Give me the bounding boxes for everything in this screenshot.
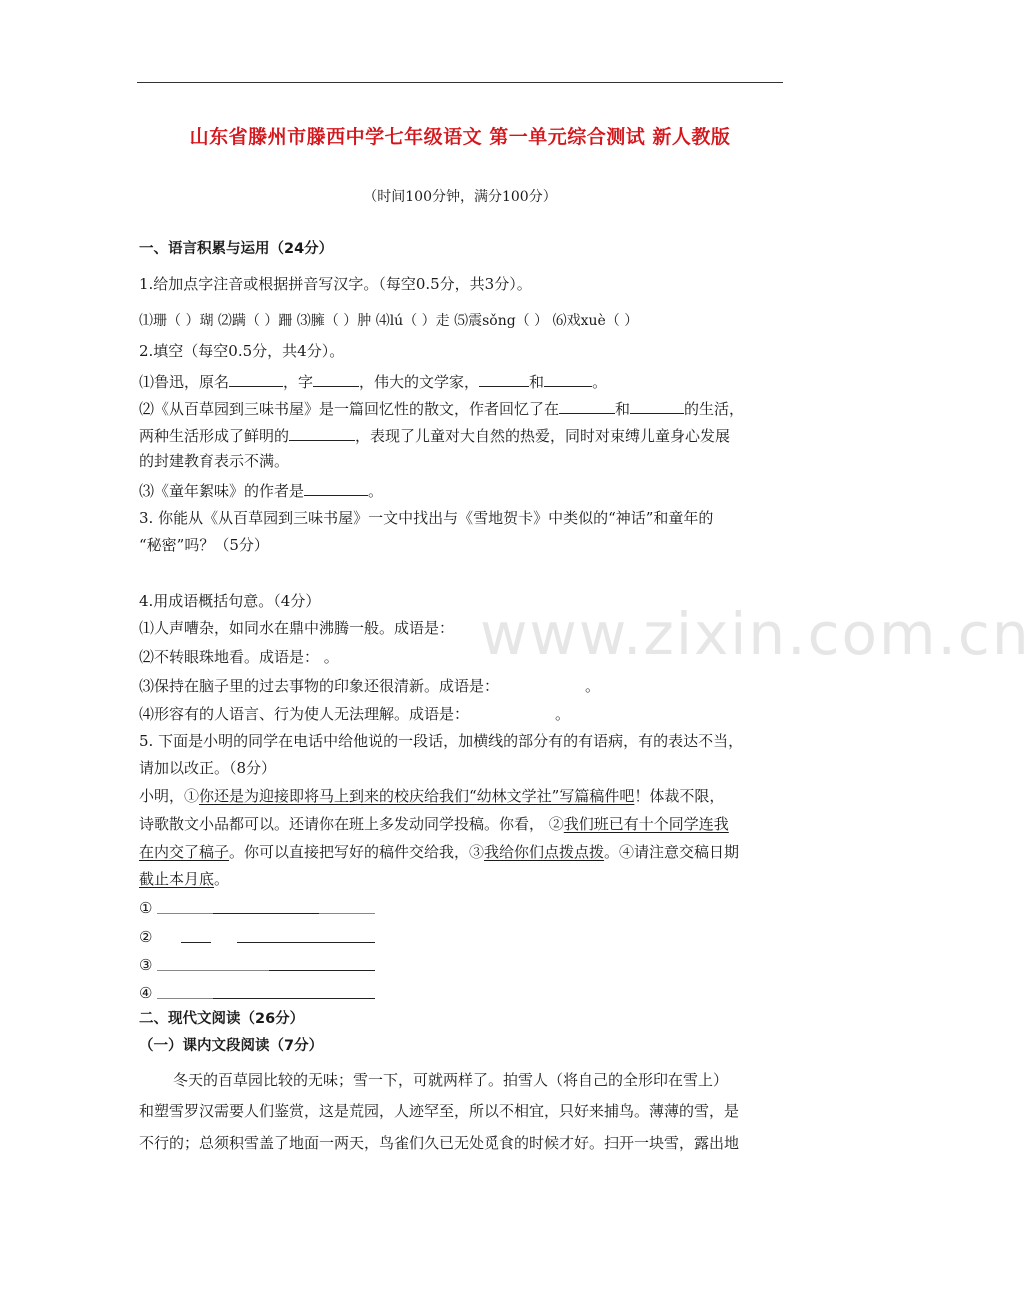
q5-p4b: 。 — [214, 870, 230, 888]
q5-p3b: 。你可以直接把写好的稿件交给我，③ — [229, 843, 485, 861]
q5-underlined-2b: 在内交了稿子 — [139, 843, 230, 861]
q5-p3c: 。④请注意交稿日期 — [604, 843, 740, 861]
answer-line-3[interactable] — [269, 970, 375, 971]
q2-line1-c: ，伟大的文学家， — [359, 373, 480, 391]
header-rule — [137, 82, 783, 83]
q2-line3-a: 两种生活形成了鲜明的 — [139, 427, 290, 445]
q4-item4 — [139, 704, 570, 724]
blank-identity-1[interactable] — [479, 370, 529, 387]
q3-line2: “秘密”吗？（5分） — [139, 536, 269, 554]
q4-item3 — [139, 676, 600, 696]
q1-items: ⑴珊（ ）瑚 ⑵蹒（ ）跚 ⑶臃（ ）肿 ⑷lú（ ）走 ⑸震sǒng（ ） ⑹戏xuè（ ） — [139, 313, 639, 329]
q2-stem: 2.填空（每空0.5分，共4分）。 — [139, 342, 345, 360]
watermark: www.zixin.com.cn — [480, 600, 1031, 668]
q2-line5-b: 。 — [368, 482, 384, 500]
q4-item3-b: 。 — [585, 677, 601, 695]
q5-para-line2 — [139, 814, 729, 834]
blank-place-2[interactable] — [630, 397, 684, 414]
answer-label-1: ① — [139, 899, 153, 917]
blank-place-1[interactable] — [559, 397, 615, 414]
q2-line5 — [139, 479, 383, 501]
answer-line-4[interactable] — [213, 998, 375, 999]
q2-line2-a: ⑵《从百草园到三味书屋》是一篇回忆性的散文，作者回忆了在 — [139, 400, 560, 418]
answer-label-4: ④ — [139, 984, 153, 1002]
answer-line-4a — [157, 998, 213, 999]
q3-line1: 3. 你能从《从百草园到三味书屋》一文中找出与《雪地贺卡》中类似的“神话”和童年的 — [139, 509, 714, 527]
q5-underlined-2a: 我们班已有十个同学连我 — [563, 815, 729, 833]
answer-line-1a — [157, 913, 213, 914]
q2-line3-b: ，表现了儿童对大自然的热爱，同时对束缚儿童身心发展 — [355, 427, 731, 445]
q5-para-line3 — [139, 842, 739, 862]
q2-line1-e: 。 — [592, 373, 608, 391]
answer-line-2[interactable] — [237, 942, 375, 943]
q5-p1a: 小明，① — [139, 787, 200, 805]
section2-subheading: （一）课内文段阅读（7分） — [139, 1038, 324, 1054]
q2-line1-b: ，字 — [283, 373, 314, 391]
q4-item1: ⑴人声嘈杂，如同水在鼎中沸腾一般。成语是： — [139, 619, 455, 637]
q5-line2: 请加以改正。（8分） — [139, 759, 277, 777]
q2-line4: 的封建教育表示不满。 — [139, 452, 290, 470]
section2-heading: 二、现代文阅读（26分） — [139, 1011, 305, 1027]
q5-para-line4 — [139, 869, 229, 889]
blank-identity-2[interactable] — [544, 370, 592, 387]
q5-para-line1 — [139, 786, 724, 806]
page-subtitle: （时间100分钟，满分100分） — [363, 189, 557, 205]
passage-line2: 和塑雪罗汉需要人们鉴赏，这是荒园，人迹罕至，所以不相宜，只好来捕鸟。薄薄的雪，是 — [139, 1102, 740, 1120]
q2-line1-d: 和 — [529, 373, 545, 391]
q5-underlined-4: 截止本月底 — [139, 870, 215, 888]
answer-line-3a — [157, 970, 269, 971]
blank-original-name[interactable] — [229, 370, 283, 387]
blank-contrast[interactable] — [289, 424, 355, 441]
q2-line1-a: ⑴鲁迅，原名 — [139, 373, 230, 391]
q2-line1 — [139, 370, 607, 392]
blank-author[interactable] — [304, 479, 368, 496]
section1-heading: 一、语言积累与运用（24分） — [139, 241, 334, 257]
q4-stem: 4.用成语概括句意。（4分） — [139, 592, 321, 610]
q2-line2-c: 的生活， — [684, 400, 745, 418]
answer-label-3: ③ — [139, 956, 153, 974]
answer-line-1b — [319, 913, 375, 914]
blank-courtesy-name[interactable] — [313, 370, 359, 387]
q5-underlined-1: 你还是为迎接即将马上到来的校庆给我们“幼林文学社”写篇稿件吧 — [199, 787, 635, 805]
q4-item3-a: ⑶保持在脑子里的过去事物的印象还很清新。成语是： — [139, 677, 500, 695]
passage-line3: 不行的；总须积雪盖了地面一两天，鸟雀们久已无处觅食的时候才好。扫开一块雪，露出地 — [139, 1134, 740, 1152]
q5-underlined-3: 我给你们点拨点拨 — [484, 843, 605, 861]
q2-line3 — [139, 424, 730, 446]
answer-line-2a — [181, 942, 211, 943]
q2-line5-a: ⑶《童年絮味》的作者是 — [139, 482, 305, 500]
q2-line2-b: 和 — [615, 400, 631, 418]
q5-p1b: ！体裁不限， — [634, 787, 725, 805]
q4-item4-b: 。 — [555, 705, 571, 723]
q4-item2: ⑵不转眼珠地看。成语是： 。 — [139, 648, 339, 666]
passage-line1: 冬天的百草园比较的无味；雪一下，可就两样了。拍雪人（将自己的全形印在雪上） — [173, 1071, 729, 1089]
page-title: 山东省滕州市滕西中学七年级语文 第一单元综合测试 新人教版 — [189, 126, 731, 148]
q4-item4-a: ⑷形容有的人语言、行为使人无法理解。成语是： — [139, 705, 470, 723]
q5-line1: 5. 下面是小明的同学在电话中给他说的一段话，加横线的部分有的有语病，有的表达不当， — [139, 732, 744, 750]
q2-line2 — [139, 397, 744, 419]
answer-line-1[interactable] — [213, 913, 319, 914]
q5-p2a: 诗歌散文小品都可以。还请你在班上多发动同学投稿。你看， ② — [139, 815, 564, 833]
q1-stem: 1.给加点字注音或根据拼音写汉字。（每空0.5分，共3分）。 — [139, 275, 532, 293]
answer-label-2: ② — [139, 928, 153, 946]
